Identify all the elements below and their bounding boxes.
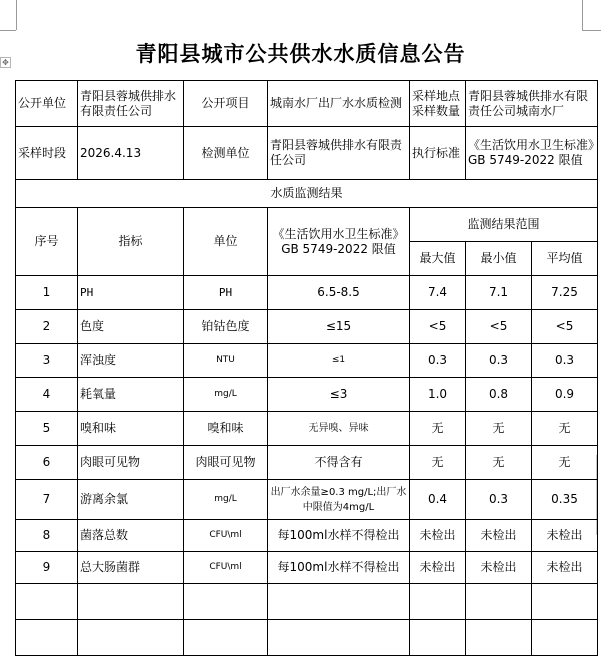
standard-label: 执行标准 bbox=[410, 127, 466, 180]
empty-cell bbox=[268, 620, 410, 656]
empty-cell bbox=[532, 620, 598, 656]
row-avg: <5 bbox=[532, 310, 598, 344]
row-no: 9 bbox=[16, 552, 78, 584]
row-indicator: 游离余氯 bbox=[78, 480, 184, 520]
empty-cell bbox=[78, 620, 184, 656]
row-avg: 7.25 bbox=[532, 276, 598, 310]
row-avg: 0.3 bbox=[532, 344, 598, 378]
empty-cell bbox=[78, 584, 184, 620]
row-no: 6 bbox=[16, 446, 78, 480]
table-move-handle-icon[interactable]: ✥ bbox=[0, 57, 11, 68]
row-indicator: 嗅和味 bbox=[78, 412, 184, 446]
row-limit: 不得含有 bbox=[268, 446, 410, 480]
row-unit: 肉眼可见物 bbox=[184, 446, 268, 480]
row-limit: ≤15 bbox=[268, 310, 410, 344]
row-indicator: 色度 bbox=[78, 310, 184, 344]
row-max: 未检出 bbox=[410, 552, 466, 584]
header-row-1 bbox=[16, 208, 598, 242]
row-max: <5 bbox=[410, 310, 466, 344]
header-range: 监测结果范围 bbox=[410, 208, 598, 242]
info-row-2 bbox=[16, 127, 598, 180]
row-max: 7.4 bbox=[410, 276, 466, 310]
row-min: 未检出 bbox=[466, 552, 532, 584]
row-unit: PH bbox=[184, 276, 268, 310]
unit-label: 检测单位 bbox=[184, 127, 268, 180]
row-max: 未检出 bbox=[410, 520, 466, 552]
row-max: 无 bbox=[410, 446, 466, 480]
row-unit: CFU\ml bbox=[184, 552, 268, 584]
table-row bbox=[16, 310, 598, 344]
crop-mark-left bbox=[16, 0, 17, 30]
row-no: 2 bbox=[16, 310, 78, 344]
table-row bbox=[16, 276, 598, 310]
row-unit: mg/L bbox=[184, 378, 268, 412]
row-unit: NTU bbox=[184, 344, 268, 378]
header-max: 最大值 bbox=[410, 242, 466, 276]
row-min: 7.1 bbox=[466, 276, 532, 310]
table-row bbox=[16, 520, 598, 552]
row-max: 1.0 bbox=[410, 378, 466, 412]
row-max: 0.4 bbox=[410, 480, 466, 520]
row-unit: 嗅和味 bbox=[184, 412, 268, 446]
project-label: 公开项目 bbox=[184, 81, 268, 127]
row-indicator: 菌落总数 bbox=[78, 520, 184, 552]
row-no: 8 bbox=[16, 520, 78, 552]
row-no: 4 bbox=[16, 378, 78, 412]
empty-row bbox=[16, 620, 598, 656]
row-indicator: 肉眼可见物 bbox=[78, 446, 184, 480]
table-row bbox=[16, 412, 598, 446]
section-row bbox=[16, 180, 598, 208]
row-avg: 未检出 bbox=[532, 552, 598, 584]
empty-cell bbox=[16, 620, 78, 656]
crop-mark-right bbox=[582, 0, 583, 30]
header-min: 最小值 bbox=[466, 242, 532, 276]
row-limit: ≤1 bbox=[268, 344, 410, 378]
row-indicator: 耗氧量 bbox=[78, 378, 184, 412]
empty-cell bbox=[466, 620, 532, 656]
publisher-value: 青阳县蓉城供排水有限责任公司 bbox=[78, 81, 184, 127]
row-avg: 0.9 bbox=[532, 378, 598, 412]
table-row bbox=[16, 552, 598, 584]
header-unit: 单位 bbox=[184, 208, 268, 276]
header-indicator: 指标 bbox=[78, 208, 184, 276]
row-limit: 无异嗅、异味 bbox=[268, 412, 410, 446]
row-no: 5 bbox=[16, 412, 78, 446]
table-row bbox=[16, 378, 598, 412]
standard-value: 《生活饮用水卫生标准》GB 5749-2022 限值 bbox=[466, 127, 598, 180]
location-value: 青阳县蓉城供排水有限责任公司城南水厂 bbox=[466, 81, 598, 127]
location-label: 采样地点采样数量 bbox=[410, 81, 466, 127]
empty-cell bbox=[184, 620, 268, 656]
water-quality-table bbox=[15, 80, 598, 656]
crop-mark-top-left bbox=[0, 30, 16, 31]
row-avg: 0.35 bbox=[532, 480, 598, 520]
table-row bbox=[16, 344, 598, 378]
row-indicator: 浑浊度 bbox=[78, 344, 184, 378]
publisher-label: 公开单位 bbox=[16, 81, 78, 127]
empty-row bbox=[16, 584, 598, 620]
row-indicator: PH bbox=[78, 276, 184, 310]
row-avg: 无 bbox=[532, 412, 598, 446]
row-avg: 未检出 bbox=[532, 520, 598, 552]
table-row bbox=[16, 446, 598, 480]
row-max: 无 bbox=[410, 412, 466, 446]
empty-cell bbox=[184, 584, 268, 620]
row-min: 无 bbox=[466, 412, 532, 446]
project-value: 城南水厂出厂水水质检测 bbox=[268, 81, 410, 127]
row-min: 无 bbox=[466, 446, 532, 480]
row-no: 3 bbox=[16, 344, 78, 378]
row-avg: 无 bbox=[532, 446, 598, 480]
row-limit: 每100ml水样不得检出 bbox=[268, 552, 410, 584]
row-min: <5 bbox=[466, 310, 532, 344]
row-unit: 铂钴色度 bbox=[184, 310, 268, 344]
row-min: 0.8 bbox=[466, 378, 532, 412]
empty-cell bbox=[410, 620, 466, 656]
unit-value: 青阳县蓉城供排水有限责任公司 bbox=[268, 127, 410, 180]
empty-cell bbox=[410, 584, 466, 620]
row-no: 1 bbox=[16, 276, 78, 310]
row-max: 0.3 bbox=[410, 344, 466, 378]
row-min: 未检出 bbox=[466, 520, 532, 552]
row-no: 7 bbox=[16, 480, 78, 520]
row-unit: CFU\ml bbox=[184, 520, 268, 552]
header-limit: 《生活饮用水卫生标准》GB 5749-2022 限值 bbox=[268, 208, 410, 276]
info-row-1 bbox=[16, 81, 598, 127]
row-limit: 6.5-8.5 bbox=[268, 276, 410, 310]
row-limit: 出厂水余量≥0.3 mg/L;出厂水中限值为4mg/L bbox=[268, 480, 410, 520]
header-avg: 平均值 bbox=[532, 242, 598, 276]
row-limit: ≤3 bbox=[268, 378, 410, 412]
header-no: 序号 bbox=[16, 208, 78, 276]
empty-cell bbox=[268, 584, 410, 620]
crop-mark-top-right bbox=[582, 30, 601, 31]
row-min: 0.3 bbox=[466, 480, 532, 520]
row-unit: mg/L bbox=[184, 480, 268, 520]
row-min: 0.3 bbox=[466, 344, 532, 378]
table-row bbox=[16, 480, 598, 520]
time-label: 采样时段 bbox=[16, 127, 78, 180]
time-value: 2026.4.13 bbox=[78, 127, 184, 180]
empty-cell bbox=[532, 584, 598, 620]
row-limit: 每100ml水样不得检出 bbox=[268, 520, 410, 552]
empty-cell bbox=[16, 584, 78, 620]
row-indicator: 总大肠菌群 bbox=[78, 552, 184, 584]
page-title: 青阳县城市公共供水水质信息公告 bbox=[135, 42, 466, 66]
empty-cell bbox=[466, 584, 532, 620]
section-title: 水质监测结果 bbox=[16, 180, 598, 208]
